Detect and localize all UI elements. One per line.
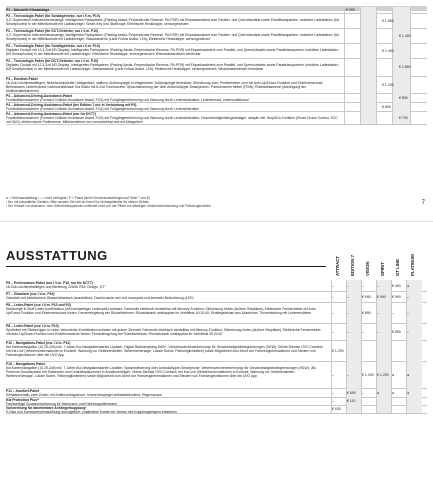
package-row — [6, 28, 427, 44]
option-description: Klimaautomatik, zwei Zonen, mit Antibeschlagsensor; Innenrückspiegel selbstabblendend; Regensensor — [6, 392, 163, 397]
package-title: P4 – Advanced-Driving-Assistance-Paket (bei Edition 7 nur in Verbindung mit P3) — [6, 102, 137, 107]
option-title: P8 – Leder-Paket (nur i.V.m. P10 und P2) — [6, 302, 71, 307]
option-value: – — [407, 329, 409, 334]
option-text — [6, 341, 324, 362]
package-description: Frontkollisionswarner² (Forward Collision Avoidance Assist, FCA) mit Fußgängererkennung und Warnung durch Lenkradvibration; Geschwindigkeitsregelanlage², adaptiv inkl. Stop&Go-Funktion (Smart Cruise Control, SCC mit S&G); elektronische Parkbremse, Mittelarmlehne vorn verschiebbar und mit Ablagefach — [6, 115, 338, 125]
option-value: – — [392, 310, 394, 315]
option-description: E-Satz und Karosserieverbauteilung durchgeführt, zusätzliche Kosten für Verbau des Kupplungsträgers entstehen — [6, 409, 177, 414]
option-value: € 1.290 — [377, 372, 389, 377]
option-value: – — [362, 283, 364, 288]
package-text — [6, 112, 339, 125]
option-value: ● — [377, 390, 380, 395]
package-description: Frontkollisionswarner² (Forward Collision Avoidance Assist, FCA) mit Fußgängererkennung und Warnung durch Lenkradvibration; Lederlenkrad; Lederschaltknauf — [6, 97, 249, 102]
package-price: € 890 — [399, 95, 408, 100]
option-title: P5 – Performance-Paket (nur i.V.m. P10, nur für DCT7) — [6, 280, 93, 285]
package-title: P2 – Technologie-Paket (für Schaltgetriebe, nur i.V.m. P10) — [6, 13, 100, 18]
package-row — [6, 111, 427, 125]
package-title: P1 – Manuelle Klimaanlage — [6, 7, 50, 12]
package-row — [6, 13, 427, 29]
option-description: Kia Kartennavigation (10,25-Zoll) inkl. 7-Jahre-Kia-Navigationskarten-Update¹; Sprachsteuerung über Android/Apple-Smartphone; Verkehrszeichenerkennung² für Geschwindigkeitsbegrenzungen (ISLW); JBL Premium-Soundsystem mit Subwoofer und Centrallautsprecher in Armaturenträger; Online-Dienste UVO Connect¹ mit Kia Live (Verkehrsinformationen in Echtzeit, Warnung vor Gefahrenstellen, Wettervorhersage, Lokale Suche, Parkmöglichkeiten) sowie Möglichkeit zum Abruf von Fahrzeuginformationen und Steuern von Fahrzeugfunktionen über die UVO App — [6, 365, 317, 379]
package-price: € 1.490 — [382, 48, 394, 53]
option-value: € 490 — [392, 283, 401, 288]
option-title: P8 – Leder-Paket (nur i.V.m. P10) — [6, 323, 59, 328]
option-value: ● — [407, 390, 410, 395]
option-title: P7 – Glasdach (nur i.V.m. P10) — [6, 291, 55, 296]
trim-header-label: VISION — [365, 261, 370, 276]
package-price: € 1.490 — [399, 33, 411, 38]
package-title: P4 – Advanced-Driving-Assistance-Paket (nur für DCT7) — [6, 111, 96, 116]
option-title: P11 – Komfort-Paket — [6, 388, 39, 393]
option-value: ● — [392, 372, 395, 377]
page-number: 7 — [421, 200, 425, 206]
option-value: € 890 — [362, 310, 371, 315]
option-value: – — [407, 294, 409, 299]
package-title: P4 – Advanced-Driving-Assistance-Paket — [6, 93, 73, 98]
option-title: P10 – Navigations-Paket — [6, 361, 46, 366]
option-row — [6, 323, 427, 341]
package-text — [6, 29, 339, 44]
package-text — [6, 14, 339, 29]
trim-header-attract — [331, 226, 343, 276]
package-price: € 790 — [399, 115, 408, 120]
footnotes — [6, 196, 427, 208]
package-price: € 1.290 — [382, 82, 394, 87]
option-value: ● — [392, 390, 395, 395]
footnote-1: ¹ Nur mit kompatiblen Geräten. Bitte wenden Sie sich an Ihren Kia-Vertragshändler für nähere Details. — [6, 200, 150, 204]
package-description: 16-Zoll-Leichtmetallfelgen; Nebelscheinwerfer; Ablagedicht, statisch; Außenspiegel in Wagenfarbe; Außenspiegel beheizbar; Sitzheizung vorn; Fensterheber vorn mit Auto-Up/Down-Funktion und Einklemmschutz; Beheizbares Lederlenkrad; Lederschaltknauf; Kia Radio mit 8-Zoll-Touchscreen; Sprachsteuerung der über Android/Apple-Smartphone²; Parksensoren hinten (PDW); Rückfahrkamera² (Aufzeigung der Multimediabildschirm) — [6, 80, 324, 94]
option-description: 18-Zoll-Leichtmetallfelgen und Bereifung 225/40 R18, Design „GT“ — [6, 284, 106, 289]
package-price: € 1.050 — [382, 18, 394, 23]
option-row — [6, 405, 427, 414]
option-text — [6, 324, 324, 341]
option-row — [6, 302, 427, 324]
option-description: Glasdach mit elektrischem Glasschiebedach (ausstellbar); Dachkonsole vorn mit Lesespots und zentraler Beleuchtung (LED) — [6, 295, 194, 300]
option-text — [6, 406, 324, 414]
option-value: € 630 — [332, 407, 341, 411]
title-underline — [6, 266, 326, 267]
option-text — [6, 362, 324, 389]
option-description: Kia Kartennavigation (10,25-Zoll) inkl. 7-Jahre-Kia-Navigationskarten-Update¹; Digital Radioempfang DAB+; Verkehrszeichenerkennung² für Geschwindigkeitsbegrenzungen (ISLW); Online-Dienste UVO Connect¹ mit Kia Live (Verkehrsinformationen in Echtzeit, Warnung vor Gefahrenstellen, Wettervorhersage, Lokale Suche, Parkmöglichkeiten) sowie Möglichkeit zum Abruf von Fahrzeuginformationen und Steuern von Fahrzeugfunktionen über die UVO App — [6, 344, 324, 358]
package-row — [6, 43, 427, 59]
option-value: – — [347, 310, 349, 315]
option-value: – — [407, 310, 409, 315]
trim-header-label: ATTRACT — [335, 256, 340, 276]
trim-header-vision — [361, 226, 373, 276]
equipment-page — [0, 222, 433, 500]
price-list-page-7 — [0, 0, 433, 222]
trim-header-label: SPIRIT — [380, 262, 385, 276]
option-value: – — [332, 283, 334, 288]
price-cells — [344, 111, 427, 124]
option-value: € 110 — [347, 399, 356, 403]
option-text — [6, 292, 324, 303]
option-value: – — [377, 329, 379, 334]
option-text — [6, 303, 324, 324]
package-price: € 690 — [382, 104, 391, 109]
package-description: Digitales Cockpit mit 12,3-Zoll-HD-Display; Intelligentes Parksystem² (Parking Assist–Perpendicular Reverse, PA-PDR) mit Einparkassistent zum Parallel- und Querrückwärts sowie Parallelausparken; Induktive Ladestation² (für Smartphones) in der Mittelkonsole mit Ladeanzeige²; Stauassistent² (Lane Follow Assist, LFA); Elektrische Heckklappe, sensorgesteuert; Wischwasserdüsen beheizbar — [6, 62, 339, 72]
package-description: 4,2"-Supervision-Instrumentenanzeige; Intelligentes Parksystem² (Parking Assist–Perpendicular Reverse, PA-PDR) mit Einparkassistent zum Parallel- und Querrückwärts sowie Parallelausparken; Induktive Ladestation² (für Smartphones) in der Mittelkonsole mit Ladeanzeige²; Stauassistent² (Lane Follow Assist, LFA); Elektrische Heckklappe, sensorgesteuert — [6, 32, 339, 42]
trim-header-gt-line — [391, 226, 403, 276]
option-value: – — [332, 399, 334, 403]
option-row — [6, 340, 427, 362]
option-value: – — [362, 390, 364, 395]
footnote-2: ² Der Einsatz von Assistenz- oder Sicherheitssystemen entbindet nicht von der Pflicht zur ständigen Verkehrsbeobachtung und Fahrzeugkontrolle. — [6, 204, 212, 208]
package-description: Digitales Cockpit mit 12,3-Zoll-HD-Display; Intelligentes Parksystem² (Parking Assist–Perpendicular Reverse, PA-PDR) mit Einparkassistent zum Parallel- und Querrückwärts sowie Parallelausparken; Induktive Ladestation² (für Smartphones) in der Mittelkonsole mit Ladeanzeige²; Elektrische Heckklappe, sensorgesteuert; Wischwasserdüsen beheizbar — [6, 47, 339, 57]
package-row — [6, 76, 427, 94]
trim-header-label: GT LINE — [395, 259, 400, 276]
option-value: € 990 — [362, 294, 371, 299]
price-cells — [344, 28, 427, 43]
option-description: Sportsitze mit Sitzbezügen in Leder-Velourleder-Kombination schwarz mit grauer Ziernaht; Fahrersitz elektrisch einstellbar mit Memory-Funktion; Sitzheizung hinten (äußere Sitzplätze); Elektrische Fensterheber mit Auto-Up/Down-Funktion und Einklemmschutz hinten; Fernentriegelung der Rücksitzlehnen; Rücksitzbank umklappbar im Verhältnis 40:20:40 — [6, 327, 321, 337]
option-value: – — [347, 294, 349, 299]
option-value: € 890 — [392, 329, 401, 334]
option-text — [6, 281, 324, 292]
package-price: € 990 — [346, 8, 355, 12]
option-value: € 1.290 — [362, 372, 374, 377]
option-value: – — [347, 283, 349, 288]
price-cells — [344, 93, 427, 102]
option-title: P10 – Navigations-Paket (nur i.V.m. P11) — [6, 340, 71, 345]
trim-header-platinum — [406, 226, 418, 276]
package-title: P2 – Technologie-Paket (für DCT-Getriebe, nur i.V.m. P10) — [6, 58, 99, 63]
price-cells — [344, 58, 427, 76]
option-value: € 690 — [347, 390, 356, 395]
option-value: ● — [407, 372, 410, 377]
package-text — [6, 77, 339, 94]
trim-header-label: EDITION 7 — [350, 254, 355, 276]
package-text — [6, 44, 339, 59]
option-description: Sitzbezüge in Stoff-Leder-Kombination (mit hochwertiger Lederoptik) schwarz; Fahrersitz elektrisch einstellbar mit Memory-Funktion; Sitzheizung hinten (äußere Sitzplätze); Elektrische Fensterheber mit Auto-Up/Down-Funktion und Einklemmschutz hinten; Fernentriegelung der Rücksitzlehnen; Rücksitzbank umklappbar im Verhältnis 40:20:40; Einstiegsleisten aus Aluminium; Türverkleidung mit Ledereinsätzen — [6, 306, 317, 316]
package-text — [6, 59, 339, 77]
option-value: – — [347, 372, 349, 377]
footnote-legend: ● = Serienausstattung / – = nicht verfügbar / P = Paket (siehe Sonderausstattungen auf Seite 7 und 8) — [6, 196, 150, 200]
option-value: – — [377, 283, 379, 288]
option-title: Kia Protection Plus¹² — [6, 397, 40, 402]
option-value: – — [332, 329, 334, 334]
option-value: € 1.290 — [332, 348, 344, 353]
option-value: – — [347, 329, 349, 334]
option-title: Vorbereitung für abnehmbare Anhängerkupplung¹ — [6, 405, 87, 410]
package-description: Frontkollisionswarner² (Forward Collision Avoidance Assist, FCA) mit Fußgängererkennung und Warnung durch Lenkradvibration — [6, 106, 200, 111]
option-value: € 990 — [392, 294, 401, 299]
package-title: P3 – Emotion-Paket — [6, 76, 38, 81]
option-value: – — [332, 372, 334, 377]
option-value: – — [362, 329, 364, 334]
section-title: AUSSTATTUNG — [6, 248, 108, 263]
package-row — [6, 58, 427, 77]
option-value: ● — [407, 283, 410, 288]
trim-header-spirit — [376, 226, 388, 276]
trim-header-label: PLATINUM — [410, 254, 415, 276]
option-value: – — [332, 294, 334, 299]
option-row — [6, 361, 427, 389]
package-price: € 1.890 — [399, 65, 411, 69]
option-value: – — [332, 390, 334, 395]
package-description: 4,2"-Supervision-Instrumentenanzeige; Intelligentes Parksystem² (Parking Assist–Perpendicular Reverse, PA-PDR) mit Einparkassistent zum Parallel- und Querrückwärts sowie Parallelausparken; Induktive Ladestation² (für Smartphones) in der Mittelkonsole mit Ladeanzeige²; Smart-Key und Startknopf; Elektrische Heckklappe, sensorgesteuert — [6, 17, 339, 27]
package-title: P2 – Technologie-Paket (für DCT-Getriebe, nur i.V.m. P10) — [6, 28, 99, 33]
option-value: € 990 — [377, 294, 386, 299]
trim-header-edition-7 — [346, 226, 358, 276]
package-title: P2 – Technologie-Paket (für Schaltgetriebe, nur i.V.m. P10) — [6, 43, 100, 48]
option-value: – — [332, 310, 334, 315]
option-value: – — [377, 310, 379, 315]
option-description: Fachwerkige Zusatzversicherung für Motorraum und Fahrzeugunterboden — [6, 401, 118, 406]
